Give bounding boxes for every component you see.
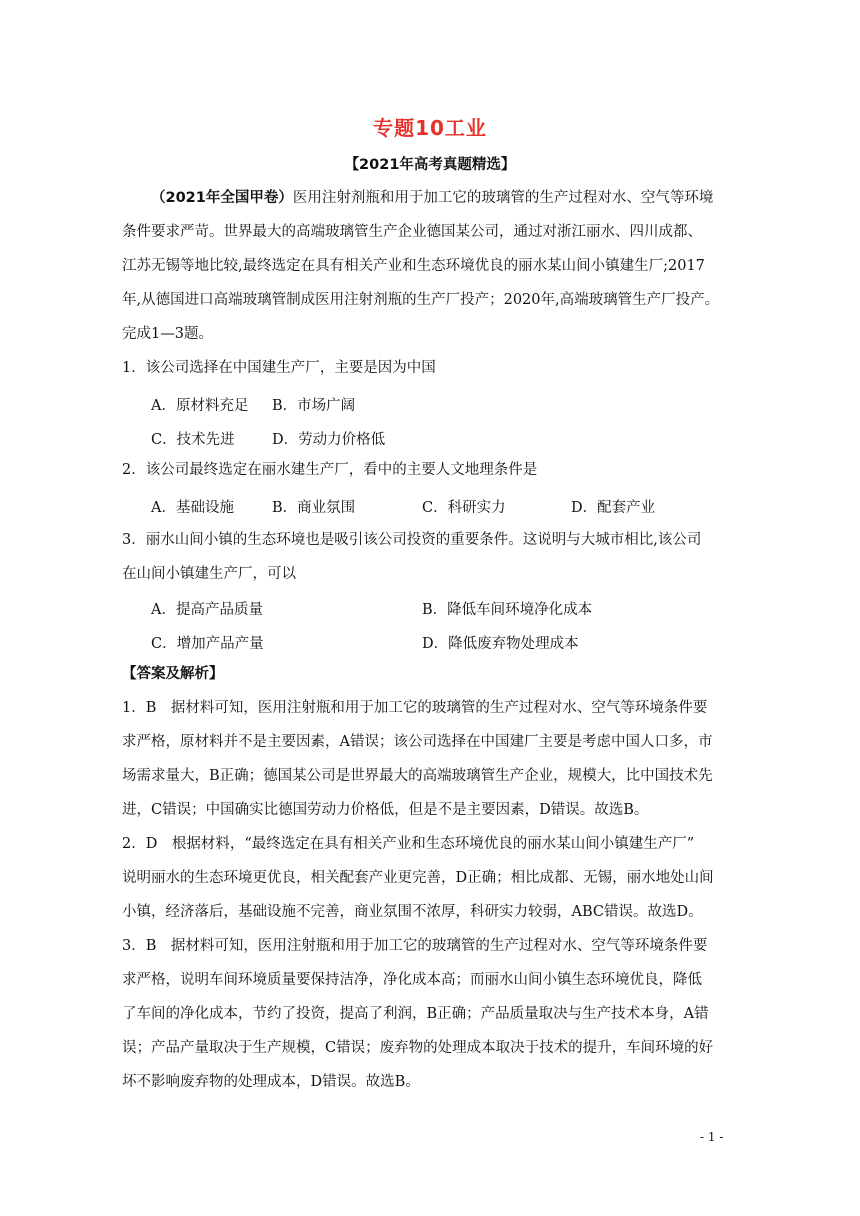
question-1-stem: 1．该公司选择在中国建生产厂，主要是因为中国 (122, 360, 436, 376)
question-2-option-a: A．基础设施 (151, 500, 234, 516)
answers-heading: 【答案及解析】 (122, 666, 224, 682)
question-3-option-a: A．提高产品质量 (151, 602, 263, 618)
question-2-option-d: D．配套产业 (571, 500, 656, 516)
intro-line-3: 江苏无锡等地比较,最终选定在具有相关产业和生态环境优良的丽水某山间小镇建生厂;2017 (122, 258, 705, 274)
page-title: 专题10工业 (373, 116, 487, 140)
question-1-option-b: B．市场广阔 (272, 398, 356, 414)
question-2-option-c: C．科研实力 (422, 500, 506, 516)
question-3-option-c: C．增加产品产量 (151, 636, 264, 652)
answer-3-line-4: 误；产品产量取决于生产规模，C错误；废弃物的处理成本取决于技术的提升，车间环境的好 (122, 1040, 714, 1056)
page-number: - 1 - (700, 1130, 724, 1144)
question-2-stem: 2．该公司最终选定在丽水建生产厂，看中的主要人文地理条件是 (122, 462, 538, 478)
question-2-option-b: B．商业氛围 (272, 500, 356, 516)
intro-line-5: 完成1—3题。 (122, 326, 213, 342)
answer-1-line-2: 求严格，原材料并不是主要因素，A错误；该公司选择在中国建厂主要是考虑中国人口多，市 (122, 734, 713, 750)
question-3-stem-line-2: 在山间小镇建生产厂，可以 (122, 566, 296, 582)
answer-2-line-2: 说明丽水的生态环境更优良，相关配套产业更完善，D正确；相比成都、无锡，丽水地处山间 (122, 870, 714, 886)
answer-3-line-1: 3．B 据材料可知，医用注射瓶和用于加工它的玻璃管的生产过程对水、空气等环境条件要 (122, 938, 708, 954)
question-1-option-c: C．技术先进 (151, 432, 235, 448)
answer-1-line-1: 1．B 据材料可知，医用注射瓶和用于加工它的玻璃管的生产过程对水、空气等环境条件要 (122, 700, 708, 716)
intro-source: （2021年全国甲卷） (151, 190, 293, 206)
answer-2-line-1: 2．D 根据材料，“最终选定在具有相关产业和生态环境优良的丽水某山间小镇建生产厂” (122, 836, 695, 852)
question-3-option-b: B．降低车间环境净化成本 (422, 602, 593, 618)
question-3-stem-line-1: 3．丽水山间小镇的生态环境也是吸引该公司投资的重要条件。这说明与大城市相比,该公司 (122, 532, 702, 548)
intro-line-4: 年,从德国进口高端玻璃管制成医用注射剂瓶的生产厂投产；2020年,高端玻璃管生产厂投产。 (122, 292, 720, 308)
answer-2-line-3: 小镇，经济落后，基础设施不完善，商业氛围不浓厚，科研实力较弱，ABC错误。故选D。 (122, 904, 703, 920)
answer-1-line-3: 场需求量大，B正确；德国某公司是世界最大的高端玻璃管生产企业，规模大，比中国技术先 (122, 768, 713, 784)
question-1-option-a: A．原材料充足 (151, 398, 249, 414)
answer-3-line-5: 坏不影响废弃物的处理成本，D错误。故选B。 (122, 1074, 420, 1090)
answer-1-line-4: 进，C错误；中国确实比德国劳动力价格低，但是不是主要因素，D错误。故选B。 (122, 802, 649, 818)
intro-line-2: 条件要求严苛。世界最大的高端玻璃管生产企业德国某公司，通过对浙江丽水、四川成都、 (122, 224, 702, 240)
intro-line-1-text: 医用注射剂瓶和用于加工它的玻璃管的生产过程对水、空气等环境 (292, 190, 714, 206)
question-3-option-d: D．降低废弃物处理成本 (422, 636, 579, 652)
answer-3-line-2: 求严格，说明车间环境质量要保持洁净，净化成本高；而丽水山间小镇生态环境优良，降低 (122, 972, 702, 988)
question-1-option-d: D．劳动力价格低 (272, 432, 386, 448)
answer-3-line-3: 了车间的净化成本，节约了投资，提高了利润，B正确；产品质量取决与生产技术本身，A错 (122, 1006, 709, 1022)
intro-line-1 (151, 188, 713, 208)
section-heading: 【2021年高考真题精选】 (344, 157, 516, 173)
